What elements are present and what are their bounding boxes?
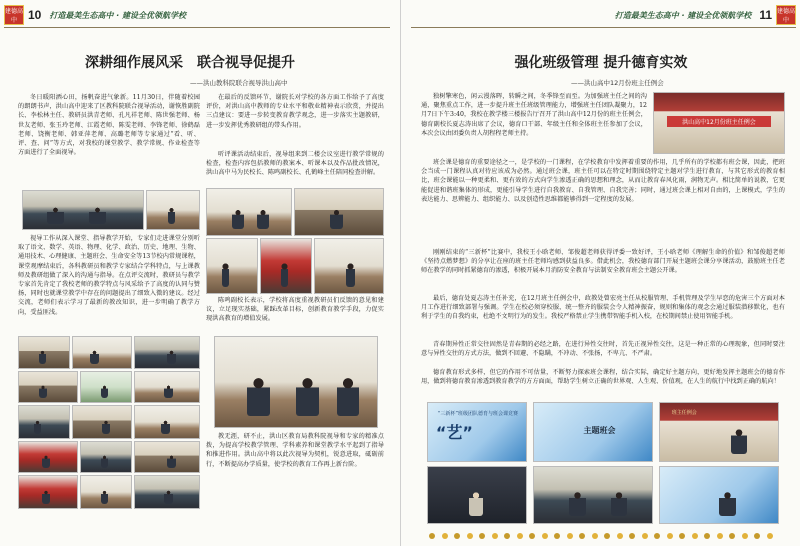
visit-photo-6 bbox=[134, 371, 200, 403]
school-logo: 建德高中 bbox=[4, 5, 24, 25]
right-header-rule bbox=[411, 27, 796, 28]
visit-photo-11 bbox=[80, 441, 132, 473]
presentation-photo-1 bbox=[427, 402, 527, 462]
visit-photo-4 bbox=[18, 371, 78, 403]
decorative-divider bbox=[429, 532, 773, 540]
visit-photo-7 bbox=[18, 405, 70, 439]
visit-photo-10 bbox=[18, 441, 78, 473]
left-page-number: 10 bbox=[28, 8, 42, 22]
right-paragraph-5: 青春期异性正常交往固然是青春期的必经之路，在进行异性交往时，首先正视异性交往，这是一种正常的心理现象，但同时要注意与异性交往的方式方法，做到不回避、不隐瞒，不冲动、不张扬，不卑亢、不严肃。 bbox=[421, 341, 785, 358]
visit-photo-14 bbox=[80, 475, 132, 509]
left-header bbox=[4, 4, 190, 26]
presentation-photo-2 bbox=[533, 402, 653, 462]
meeting-hall-photo bbox=[653, 92, 785, 154]
right-header-slogan: 打造最美生态高中 · 建设全优领航学校 bbox=[614, 10, 752, 20]
right-paragraph-3: 刚刚结束的“三新杯”比赛中，我校王小晗老师、邹俊超老师获得评委一致好评，王小晗老师《理解生命的价值》和邹俊超老师《坚持点燃梦想》的分享让在座的班主任老师均感到获益良多。借此机会，我校德育部门开展主题班会课分享课活动，鼓励班主任老师在教学的同时抓紧德育的渗透，积极开展本月消防安全教育与法制安全教育班会主题公开课。 bbox=[421, 249, 785, 275]
presentation-photo-3 bbox=[659, 402, 779, 462]
visit-photo-15 bbox=[134, 475, 200, 509]
visit-photo-3 bbox=[134, 336, 200, 369]
teacher-photo bbox=[146, 190, 200, 230]
stage-photo-2 bbox=[533, 466, 653, 524]
left-header-rule bbox=[4, 27, 390, 28]
visit-photo-13 bbox=[18, 475, 78, 509]
right-paragraph-2: 班会课是德育的重要途径之一，是学校的一门课程，在学校教育中发挥着重要的作用，几乎所有的学校都有班会课，因此，把班会当成一门课程认真对待应该成为必然。通过班会课，班主任可以在特定时期围绕特定主题对学生进行教育，与其它形式的教育相比，班会课能以一种更柔和、更有效的方式向学生渗透正确的思想和理念，从而让教育春风化雨，润物无声。相比简单的说教，它更能促进和谐班集体的形成，更能引导学生进行自我教育、自我管理、自我完善；同时，通过班会课上相对自由的，上课模式，学生的表达能力、思辨能力、组织能力、以及创造性思维都能够得到一定程度的发展。 bbox=[421, 159, 785, 203]
left-paragraph-1: 冬日暖阳洒心田，扬帆奋进气象新。11月30日，伴随着校园的朗朗书声，洪山高中迎来了区教科院联合视导活动，谢恢胜副院长、李松林主任、教研员洪青老师、孔凡祥老师、陈世强老师、杨世友老师、张玉玲老师、江霞老师、陈雯老师、李锋老师、徐鹤磊老师、饶衡老师、韩亚萍老师、高璐老师等专家通过“看、听、评、查、问”等方式，对我校的课堂教学、教学常规、作业检查等方面进行了全面视导。 bbox=[18, 94, 200, 157]
visit-photo-8 bbox=[72, 405, 132, 439]
left-paragraph-4: 听评课活动结束后，视导组来到二楼会议室进行教学常规的检查，检查内容包括教师的教案本、听课本以及作品批改情况，洪山高中马为民校长、陈鸣副校长、孔鹤峰主任陪同检查讲解。 bbox=[206, 151, 384, 177]
visit-photo-1 bbox=[18, 336, 70, 369]
classroom-photo bbox=[22, 190, 144, 230]
visit-photo-2 bbox=[72, 336, 132, 369]
right-header bbox=[611, 4, 796, 26]
left-article-title: 深耕细作展风采 联合视导促提升 bbox=[85, 55, 295, 71]
visit-photo-12 bbox=[134, 441, 200, 473]
slide-theme-text: 主题班会 bbox=[583, 426, 616, 436]
left-paragraph-2: 视导工作从深入课堂、指导教学开始，专家们走进课堂分别听取了语文、数学、英语、物理、化学、政治、历史、地理、生物、通用技术、心理健康、主题班会、生命安全等13节校内常规课程，课堂观摩结束后，各科教研员和教学专家结合学科特点，与上课教师及教研组做了深入的沟通与指导。在点评交流时，教研员与教学专家首先肯定了我校老师的教学特点与风采给予了高度的认同与赞扬，同时也就课堂教学中存在的问题提出了细致入微的建议。经过交流，老师们表示学习了最新的教改知识，进一步明确了教学方向，受益匪浅。 bbox=[18, 235, 200, 316]
left-caption-2: 教无涯，研不止，洪山区教育局教科院视导和专家的精准点拨，为提高学校教学管理、学科素养和课堂教学水平起到了指导和推进作用。洪山高中将以此次视导为契机，锐意进取，砥砺前行，不断提高办学质量，使学校的教育工作再上新台阶。 bbox=[206, 433, 384, 468]
inspection-photo-5 bbox=[314, 238, 384, 294]
right-page-number: 11 bbox=[759, 8, 772, 22]
left-article-subtitle: ——洪山教科院联合视导洪山高中 bbox=[190, 79, 288, 87]
right-paragraph-1: 独树擎寒色，闲云漫落晖，转瞬之间，冬季锋至而至。为加强班主任之间的沟通，聚焦重点工作，进一步提升班主任班级管理能力，增强班主任团队凝聚力，12月7日下午3:40，我校在教学楼三楼报告厅召开了洪山高中12月份的班主任例会，德育副校长夏志涛出席了会议，德育口干部、年级主任和全体班主任参加了会议，本次会议由团委负责人胡程程老师主持。 bbox=[421, 93, 647, 137]
left-header-slogan: 打造最美生态高中 · 建设全优领航学校 bbox=[49, 10, 186, 20]
visit-photo-9 bbox=[134, 405, 200, 439]
meeting-banner-text: 洪山高中12月份班主任例会 bbox=[667, 116, 771, 127]
right-paragraph-4: 最后，德育处夏志涛主任补充，在12月班主任例会中，政教处曾宏亮主任从校服管理、手机管理及学生早恋的危害三个方面对本月工作进行细致部署与强调。学生在校必须穿校服，统一整齐的服装会令人精神振奋，规则和集体的观念会通过服装潜移默化，也有利于学生的自我约束，杜绝不文明行为的发生。我校严格禁止学生携带智能手机入校，在校期间禁止使用智能手机。 bbox=[421, 295, 785, 321]
meeting-photo bbox=[214, 336, 378, 428]
stage-photo-3 bbox=[659, 466, 779, 524]
slide-heading: “艺” bbox=[435, 423, 473, 443]
right-article-subtitle: ——洪山高中12月份班主任例会 bbox=[571, 79, 664, 87]
right-page bbox=[400, 0, 800, 546]
inspection-photo-2 bbox=[294, 188, 384, 236]
inspection-photo-1 bbox=[206, 188, 292, 236]
right-paragraph-6: 德育教育形式多样，但它的作用不可估量，不断努力探索班会课程，结合实际，确定好主题方向，更好地发挥主题班会的德育作用，做到将德育教育渗透到教育教学的方方面面，帮助学生树立正确的世界观、人生观、价值观，在人生的航行中找到正确的航向！ bbox=[421, 369, 785, 386]
visit-photo-5 bbox=[80, 371, 132, 403]
inspection-photo-3 bbox=[206, 238, 258, 294]
right-article-title: 强化班级管理 提升德育实效 bbox=[514, 55, 688, 71]
hall-banner-text: 班主任例会 bbox=[671, 409, 697, 416]
slide-caption: “三新杯”班级团队德育与班会课竞赛 bbox=[437, 410, 518, 417]
inspection-photo-4 bbox=[260, 238, 312, 294]
stage-photo-1 bbox=[427, 466, 527, 524]
left-paragraph-3: 在最后的反馈环节，谢院长对学校的各方面工作给予了高度评价，对洪山高中教师的专业水平和敬业精神表示欣赏，并提出三点建议：要进一步转变教育教学观念，进一步落实主题教研，进一步发挥优秀教研组的带头作用。 bbox=[206, 94, 384, 129]
left-caption-1: 陈鸣副校长表示，学校将高度重视教研员们反馈的意见和建议，立足现实基础，紧踩改革目标，创新教育教学手段，力促实现洪高教育的增值发展。 bbox=[206, 297, 384, 323]
school-logo: 建德高中 bbox=[776, 5, 796, 25]
